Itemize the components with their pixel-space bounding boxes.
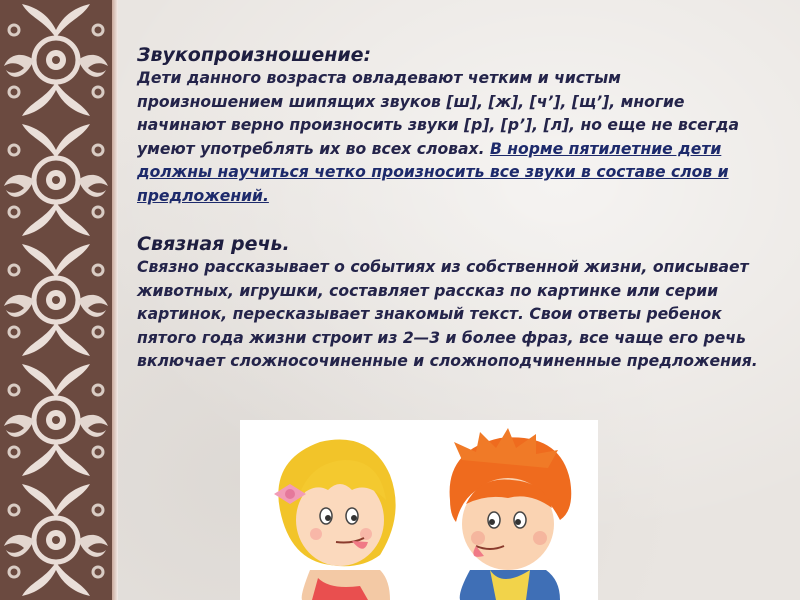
children-illustration xyxy=(240,420,598,600)
ornament-pattern-icon xyxy=(0,0,112,600)
ornament-border xyxy=(0,0,112,600)
girl-icon xyxy=(274,439,396,600)
boy-icon xyxy=(450,428,572,600)
ornament-edge xyxy=(112,0,118,600)
paragraph-sound-text: Дети данного возраста овладевают четким и чистым произношением шипящих звуков [ш], [ж], [ч’], [щ’], многие начинают верно произносить звуки [р], [р’], [л], но еще не всегда умеют употреблять их во всех словах. xyxy=(137,69,739,158)
slide-content xyxy=(137,43,767,374)
heading-sound-pronunciation: Звукопроизношение: xyxy=(137,44,372,66)
paragraph-sound-pronunciation xyxy=(137,67,767,208)
heading-coherent-speech: Связная речь. xyxy=(137,233,290,255)
paragraph-sound-norm: В норме пятилетние дети должны научиться четко произносить все звуки в составе слов и предложений. xyxy=(137,139,729,205)
paragraph-coherent-speech: Связно рассказывает о событиях из собственной жизни, описывает животных, игрушки, составляет рассказ по картинке или серии картинок, пересказывает знакомый текст. Свои ответы ребенок пятого года жизни строит из 2—3 и более фраз, все чаще его речь включает сложносочиненные и сложноподчиненные предложения. xyxy=(137,258,758,370)
spacer xyxy=(137,208,767,232)
